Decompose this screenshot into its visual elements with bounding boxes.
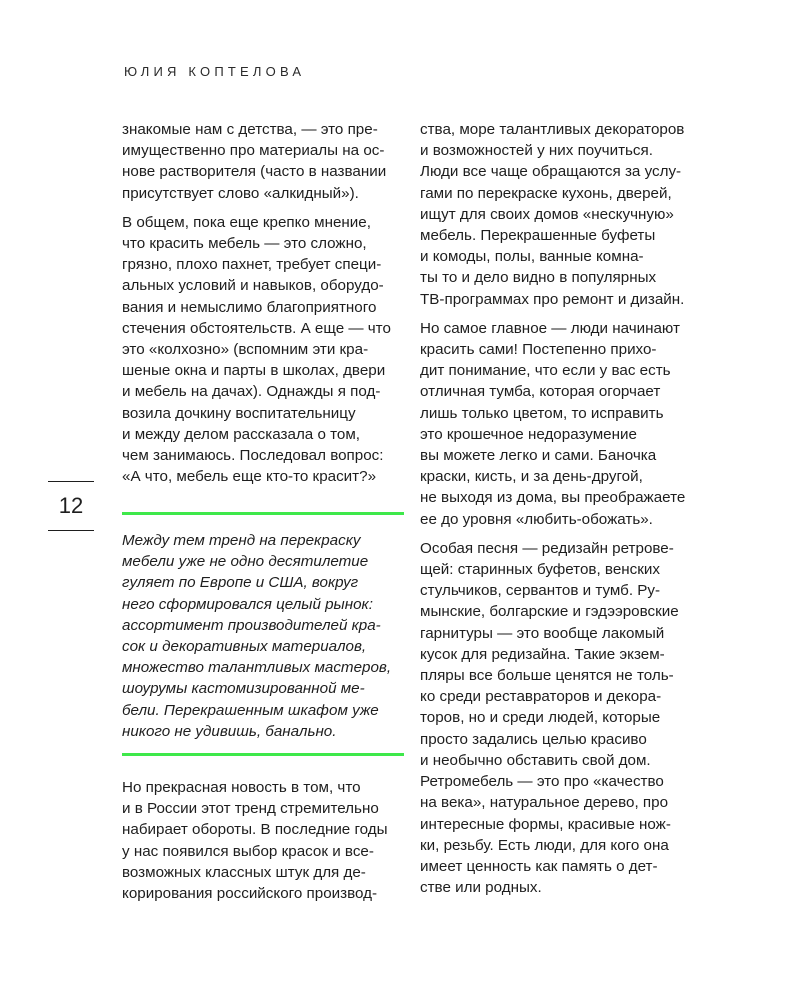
left-column-continuation <box>122 777 412 904</box>
paragraph-gap <box>420 530 710 538</box>
text-line: у нас появился выбор красок и все- <box>122 842 374 860</box>
text-line: дит понимание, что если у вас есть <box>420 362 671 380</box>
paragraph <box>122 119 412 204</box>
quote-line: Между тем тренд на перекраску <box>122 532 361 549</box>
text-line: присутствует слово «алкидный»). <box>122 184 359 202</box>
paragraph <box>420 119 710 310</box>
text-line: щей: старинных буфетов, венских <box>420 561 660 579</box>
text-line: гами по перекраске кухонь, дверей, <box>420 184 672 202</box>
text-line: это крошечное недоразумение <box>420 425 637 443</box>
quote-line: множество талантливых мастеров, <box>122 659 392 677</box>
text-line: и между делом рассказала о том, <box>122 425 361 443</box>
quote-line: ассортимент производителей кра- <box>122 616 381 634</box>
paragraph <box>420 538 710 898</box>
text-line: мебель. Перекрашенные буфеты <box>420 227 656 245</box>
text-line: стве или родных. <box>420 879 542 897</box>
text-line: вания и немыслимо благоприятного <box>122 298 377 316</box>
right-column <box>420 119 710 898</box>
text-line: ства, море талантливых декораторов <box>420 121 685 138</box>
text-line: альных условий и навыков, оборудо- <box>122 277 384 295</box>
text-line: Но самое главное — люди начинают <box>420 319 680 337</box>
text-line: не выходя из дома, вы преображаете <box>420 489 686 507</box>
text-line: отличная тумба, которая огорчает <box>420 383 661 401</box>
text-line: «А что, мебель еще кто-то красит?» <box>122 468 377 486</box>
quote-line: сок и декоративных материалов, <box>122 638 367 656</box>
quote-line: шоурумы кастомизированной ме- <box>122 680 365 698</box>
paragraph-gap <box>122 204 412 212</box>
text-line: и комоды, полы, ванные комна- <box>420 248 644 266</box>
folio-rule-bottom <box>48 530 94 531</box>
text-line: ТВ-программах про ремонт и дизайн. <box>420 290 685 308</box>
text-line: на века», натуральное дерево, про <box>420 794 669 812</box>
text-line: мынские, болгарские и гэдээровские <box>420 603 679 621</box>
text-line: грязно, плохо пахнет, требует специ- <box>122 256 382 274</box>
text-line: кусок для редизайна. Такие экзем- <box>420 645 665 663</box>
text-line: торов, но и среди людей, которые <box>420 709 661 727</box>
text-line: и мебель на дачах). Однажды я под- <box>122 383 381 401</box>
quote-line: бели. Перекрашенным шкафом уже <box>122 701 379 719</box>
text-line: корирования российского производ- <box>122 885 378 903</box>
text-line: гарнитуры — это вообще лакомый <box>420 624 665 642</box>
text-line: ее до уровня «любить-обожать». <box>420 510 653 528</box>
text-line: и возможностей у них поучиться. <box>420 142 653 160</box>
pull-quote <box>122 512 404 756</box>
text-line: шеные окна и парты в школах, двери <box>122 362 386 380</box>
quote-line: гуляет по Европе и США, вокруг <box>122 574 359 592</box>
text-line: Но прекрасная новость в том, что <box>122 779 361 796</box>
quote-line: мебели уже не одно десятилетие <box>122 553 369 571</box>
text-line: нове растворителя (часто в названии <box>122 163 387 181</box>
paragraph <box>122 212 412 488</box>
text-line: красить сами! Постепенно прихо- <box>420 341 657 359</box>
text-line: пляры все больше ценятся не толь- <box>420 667 674 685</box>
text-line: чем занимаюсь. Последовал вопрос: <box>122 447 384 465</box>
text-line: В общем, пока еще крепко мнение, <box>122 213 371 231</box>
left-column <box>122 119 412 487</box>
quote-line: никого не удивишь, банально. <box>122 722 337 740</box>
text-line: возила дочкину воспитательницу <box>122 404 356 422</box>
text-line: возможных классных штук для де- <box>122 863 366 881</box>
text-line: интересные формы, красивые нож- <box>420 815 671 833</box>
text-line: стульчиков, сервантов и тумб. Ру- <box>420 582 661 600</box>
text-line: вы можете легко и сами. Баночка <box>420 447 657 465</box>
running-head-author: ЮЛИЯ КОПТЕЛОВА <box>124 64 306 79</box>
text-line: и необычно обставить свой дом. <box>420 751 651 769</box>
text-line: имеет ценность как память о дет- <box>420 857 658 875</box>
text-line: ко среди реставраторов и декора- <box>420 688 662 706</box>
text-line: краски, кисть, и за день-другой, <box>420 468 643 486</box>
folio-rule-top <box>48 481 94 482</box>
text-line: Люди все чаще обращаются за услу- <box>420 163 682 181</box>
quote-line: него сформировался целый рынок: <box>122 595 373 613</box>
text-line: набирает обороты. В последние годы <box>122 821 388 839</box>
paragraph <box>420 318 710 530</box>
text-line: ищут для своих домов «нескучную» <box>420 205 674 223</box>
text-line: просто задались целью красиво <box>420 730 647 748</box>
text-line: это «колхозно» (вспомним эти кра- <box>122 341 369 359</box>
text-line: ты то и дело видно в популярных <box>420 269 657 287</box>
text-line: ки, резьбу. Есть люди, для кого она <box>420 836 669 854</box>
text-line: знакомые нам с детства, — это пре- <box>122 121 378 138</box>
text-line: и в России этот тренд стремительно <box>122 800 379 818</box>
page-number: 12 <box>58 493 84 518</box>
text-line: Ретромебель — это про «качество <box>420 773 664 791</box>
text-line: Особая песня — редизайн ретрове- <box>420 539 674 557</box>
text-line: стечения обстоятельств. А еще — что <box>122 319 391 337</box>
text-line: что красить мебель — это сложно, <box>122 235 367 253</box>
text-line: лишь только цветом, то исправить <box>420 404 664 422</box>
text-line: имущественно про материалы на ос- <box>122 142 385 160</box>
paragraph-gap <box>420 310 710 318</box>
